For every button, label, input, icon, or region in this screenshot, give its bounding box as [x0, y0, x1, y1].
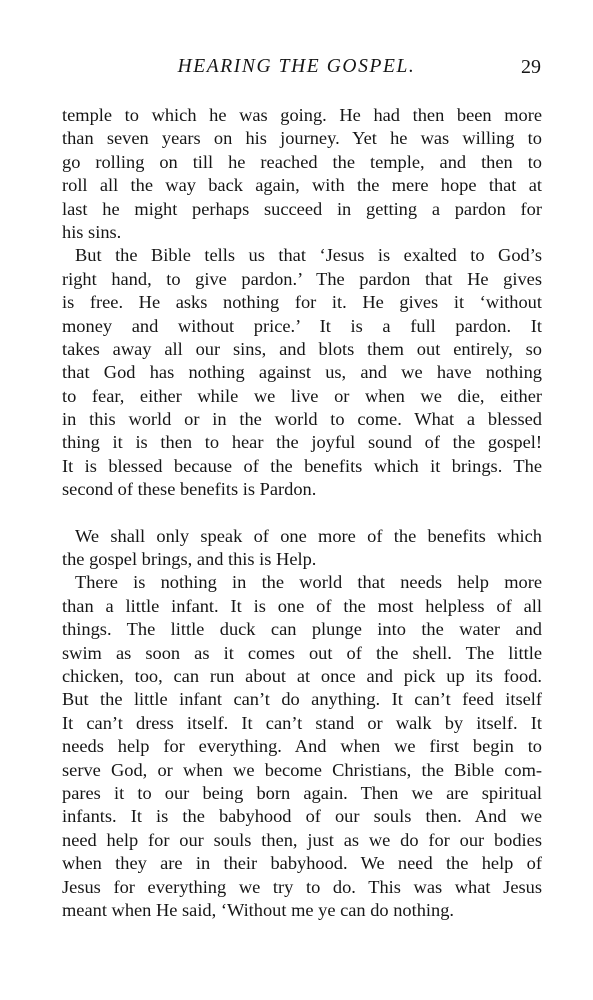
text-line: temple to which he was going. He had then been more: [62, 105, 542, 125]
text-line: We shall only speak of one more of the benefits which: [75, 525, 542, 546]
text-line: right hand, to give pardon.’ The pardon that He gives: [62, 268, 542, 289]
text-line: takes away all our sins, and blots them out entirely, so: [62, 338, 542, 359]
text-line: swim as soon as it comes out of the shell. The little: [62, 642, 542, 663]
text-line: chicken, too, can run about at once and pick up its food.: [62, 665, 542, 686]
text-line: meant when He said, ‘Without me ye can do nothing.: [62, 899, 455, 920]
text-line: than a little infant. It is one of the most helpless of all: [62, 595, 542, 616]
text-line: needs help for everything. And when we first begin to: [62, 736, 542, 757]
paragraph-4: [62, 571, 542, 922]
text-line: money and without price.’ It is a full pardon. It: [62, 315, 542, 336]
text-line: It is blessed because of the benefits which it brings. The: [62, 455, 542, 476]
text-line: need help for our souls then, just as we do for our bodies: [62, 829, 542, 850]
text-line: But the little infant can’t do anything. It can’t feed itself: [62, 689, 542, 710]
text-line: infants. It is the babyhood of our souls then. And we: [62, 806, 542, 827]
paragraph-1: [62, 104, 542, 244]
text-line: pares it to our being born again. Then we are spiritual: [62, 782, 542, 803]
text-line: his sins.: [62, 221, 122, 242]
text-line: It can’t dress itself. It can’t stand or walk by itself. It: [62, 712, 542, 733]
body-text: [62, 104, 542, 922]
text-line: second of these benefits is Pardon.: [62, 479, 317, 500]
text-line: last he might perhaps succeed in getting a pardon for: [62, 198, 542, 219]
paragraph-3: [62, 525, 542, 572]
text-line: things. The little duck can plunge into the water and: [62, 619, 542, 640]
text-line: There is nothing in the world that needs help more: [75, 572, 542, 593]
text-line: that God has nothing against us, and we have nothing: [62, 362, 542, 383]
text-line: to fear, either while we live or when we die, either: [62, 385, 542, 406]
text-line: roll all the way back again, with the mere hope that at: [62, 175, 542, 196]
text-line: serve God, or when we become Christians, the Bible com-: [62, 759, 542, 780]
text-line: is free. He asks nothing for it. He gives it ‘without: [62, 292, 542, 313]
text-line: when they are in their babyhood. We need the help of: [62, 853, 542, 874]
text-line: in this world or in the world to come. What a blessed: [62, 409, 542, 430]
text-line: thing it is then to hear the joyful sound of the gospel!: [62, 432, 542, 453]
text-line: Jesus for everything we try to do. This was what Jesus: [62, 876, 542, 897]
text-line: than seven years on his journey. Yet he was willing to: [62, 128, 542, 149]
text-line: But the Bible tells us that ‘Jesus is exalted to God’s: [75, 245, 542, 266]
page-number: 29: [521, 56, 541, 78]
page-header: [0, 56, 593, 82]
running-title: HEARING THE GOSPEL.: [177, 56, 416, 77]
paragraph-2: [62, 244, 542, 501]
text-line: go rolling on till he reached the temple, and then to: [62, 151, 542, 172]
section-break: [62, 502, 542, 525]
text-line: the gospel brings, and this is Help.: [62, 549, 317, 570]
